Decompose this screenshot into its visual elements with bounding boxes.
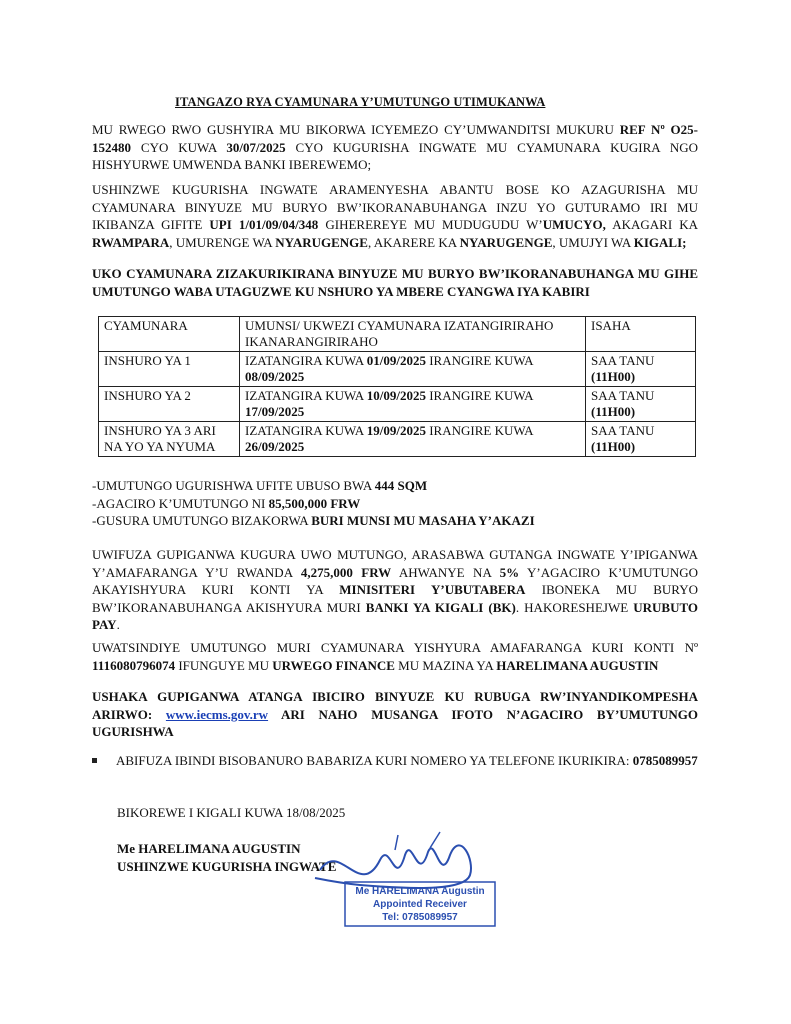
paragraph-deposit: UWIFUZA GUPIGANWA KUGURA UWO MUTUNGO, ARASABWA GUTANGA INGWATE Y’IPIGANWA Y’AMAFARANGA Y’U RWANDA 4,275,000 FRW AHWANYE NA 5% Y’AGACIRO K’UMUTUNGO AKAYISHYURA KURI KONTI YA MINISITERI Y’UBUTABERA IBONEKA MU BURYO BW’IKORANABUHANGA AKISHYURA MURI BANKI YA KIGALI (BK). HAKORESHEJWE URUBUTO PAY.	[92, 547, 699, 632]
decision-date: 30/07/2025	[226, 139, 286, 155]
city-name: KIGALI;	[633, 234, 687, 250]
made-at-line: BIKOREWE I KIGALI KUWA 18/08/2025	[117, 805, 346, 820]
signatory-role: USHINZWE KUGURISHA INGWATE	[117, 859, 337, 874]
table-row	[99, 422, 696, 457]
paragraph-bidding: USHAKA GUPIGANWA ATANGA IBICIRO BINYUZE KU RUBUGA RW’INYANDIKOMPESHA ARIRWO: www.iecms.gov.rw ARI NAHO MUSANGA IFOTO N’AGACIRO BY’UMUTUNGO UGURISHWA	[92, 689, 698, 739]
paragraph-payment: UWATSINDIYE UMUTUNGO MURI CYAMUNARA YISHYURA AMAFARANGA KURI KONTI Nº 1116080796074 IFUNGUYE MU URWEGO FINANCE MU MAZINA YA HARELIMANA AUGUSTIN	[92, 640, 698, 673]
deposit-amount: 4,275,000 FRW	[300, 564, 392, 580]
paragraph-property: USHINZWE KUGURISHA INGWATE ARAMENYESHA ABANTU BOSE KO AZAGURISHA MU CYAMUNARA BINYUZE MU BURYO BW’IKORANABUHANGA INZU YO GUTURAMO IRI MU IKIBANZA GIFITE UPI 1/01/09/04/348 GIHEREREYE MU MUDUGUDU W’UMUCYO, AKAGARI KA RWAMPARA, UMURENGE WA NYARUGENGE, AKARERE KA NYARUGENGE, UMUJYI WA KIGALI;	[92, 182, 699, 250]
reference-number: REF Nº O25-152480	[92, 122, 698, 155]
stamp-line-3: Tel: 0785089957	[382, 912, 458, 923]
time-cell: SAA TANU (11H00)	[586, 352, 696, 387]
signature-stamp	[300, 830, 520, 930]
round-cell: INSHURO YA 2	[99, 387, 240, 422]
round-cell: INSHURO YA 1	[99, 352, 240, 387]
account-number: 1116080796074	[92, 657, 176, 673]
time-cell: SAA TANU (11H00)	[586, 387, 696, 422]
fact-visit: -GUSURA UMUTUNGO BIZAKORWA BURI MUNSI MU MASAHA Y’AKAZI	[92, 513, 535, 528]
dates-cell: IZATANGIRA KUWA 19/09/2025 IRANGIRE KUWA 26/09/2025	[240, 422, 586, 457]
table-row	[99, 352, 696, 387]
paragraph-decision: MU RWEGO RWO GUSHYIRA MU BIKORWA ICYEMEZO CY’UMWANDITSI MUKURU REF Nº O25-152480 CYO KUWA 30/07/2025 CYO KUGURISHA INGWATE MU CYAMUNARA KUGIRA NGO HISHYURWE UMWENDA BANKI IBEREWEMO;	[92, 122, 698, 172]
stamp-line-2: Appointed Receiver	[373, 899, 467, 910]
header-auction: CYAMUNARA	[99, 317, 240, 352]
dates-cell: IZATANGIRA KUWA 10/09/2025 IRANGIRE KUWA 17/09/2025	[240, 387, 586, 422]
contact-item: ABIFUZA IBINDI BISOBANURO BABARIZA KURI NOMERO YA TELEFONE IKURIKIRA: 0785089957	[92, 752, 698, 770]
bullet-icon	[92, 758, 97, 763]
table-header-row	[99, 317, 696, 352]
district-name: NYARUGENGE	[459, 234, 553, 250]
round-cell: INSHURO YA 3 ARI NA YO YA NYUMA	[99, 422, 240, 457]
property-facts	[92, 477, 535, 530]
cell-name: RWAMPARA	[92, 234, 170, 250]
sector-name: NYARUGENGE	[275, 234, 368, 250]
auction-schedule-heading: UKO CYAMUNARA ZIZAKURIKIRANA BINYUZE MU BURYO BW’IKORANABUHANGA MU GIHE UMUTUNGO WABA UTAGUZWE KU NSHURO YA MBERE CYANGWA IYA KABIRI	[92, 266, 698, 299]
auction-schedule-table	[98, 316, 696, 457]
notice-title: ITANGAZO RYA CYAMUNARA Y’UMUTUNGO UTIMUKANWA	[175, 95, 546, 109]
fact-value: -AGACIRO K’UMUTUNGO NI 85,500,000 FRW	[92, 495, 361, 511]
upi-number: UPI 1/01/09/04/348	[209, 217, 319, 232]
table-row	[99, 387, 696, 422]
stamp-line-1: Me HARELIMANA Augustin	[355, 886, 485, 897]
fact-area: -UMUTUNGO UGURISHWA UFITE UBUSO BWA 444 SQM	[92, 478, 428, 493]
time-cell: SAA TANU (11H00)	[586, 422, 696, 457]
header-dates: UMUNSI/ UKWEZI CYAMUNARA IZATANGIRIRAHO IKANARANGIRIRAHO	[240, 317, 586, 352]
village-name: UMUCYO,	[542, 217, 606, 232]
signatory-name: Me HARELIMANA AUGUSTIN	[117, 841, 301, 856]
iecms-link[interactable]: www.iecms.gov.rw	[165, 706, 269, 722]
phone-number: 0785089957	[632, 753, 698, 768]
header-time: ISAHA	[586, 317, 696, 352]
dates-cell: IZATANGIRA KUWA 01/09/2025 IRANGIRE KUWA 08/09/2025	[240, 352, 586, 387]
